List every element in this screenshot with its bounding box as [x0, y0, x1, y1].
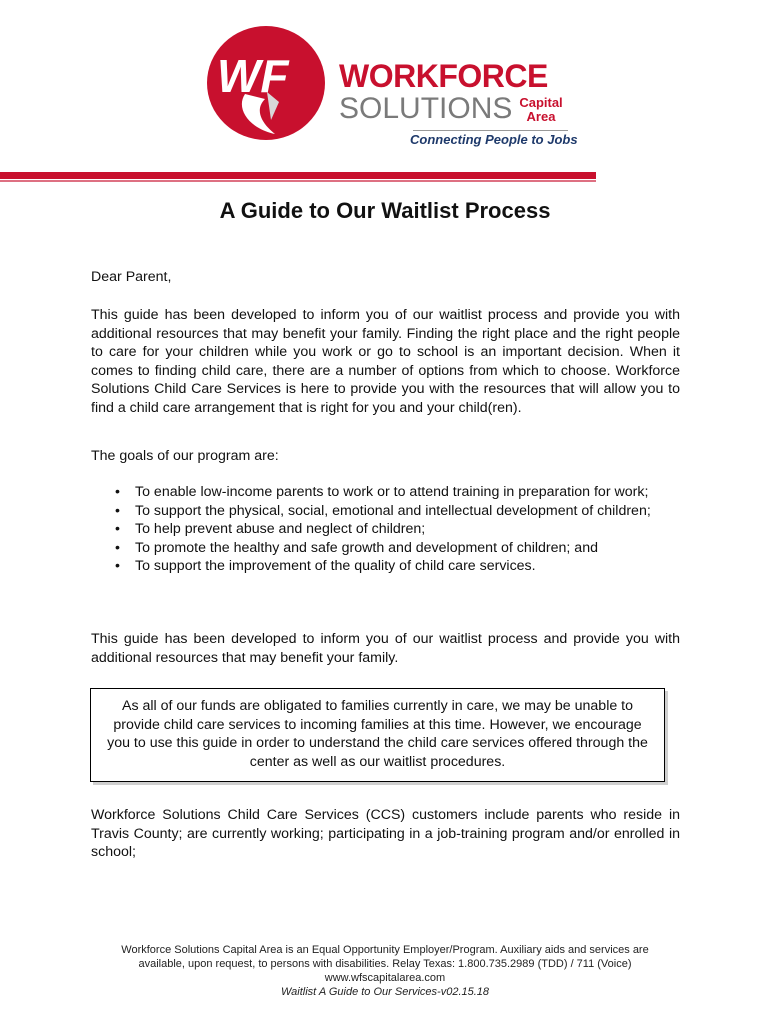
logo-region-line1: Capital	[519, 95, 563, 110]
footer-line1: Workforce Solutions Capital Area is an Equal Opportunity Employer/Program. Auxiliary aids and services are	[121, 944, 649, 956]
workforce-solutions-logo	[205, 24, 578, 147]
logo-divider	[413, 130, 568, 131]
logo-solutions-text: SOLUTIONS	[339, 92, 513, 125]
list-item: • To support the improvement of the quality of child care services.	[113, 557, 680, 576]
ccs-paragraph: Workforce Solutions Child Care Services (CCS) customers include parents who reside in Travis County; are currently working; participating in a job-training program and/or enrolled in school;	[91, 807, 680, 860]
footer	[100, 943, 670, 999]
guide-paragraph: This guide has been developed to inform you of our waitlist process and provide you with additional resources that may benefit your family.	[91, 631, 680, 666]
logo-workforce-text: WORKFORCE	[339, 58, 548, 94]
goals-list	[113, 483, 680, 576]
document-title: A Guide to Our Waitlist Process	[219, 198, 551, 223]
footer-website: www.wfscapitalarea.com	[324, 972, 446, 984]
footer-version: Waitlist A Guide to Our Services-v02.15.18	[280, 986, 490, 998]
list-item: • To help prevent abuse and neglect of children;	[113, 520, 680, 539]
header-rule-shadow	[0, 180, 596, 182]
footer-line2: available, upon request, to persons with disabilities. Relay Texas: 1.800.735.2989 (TDD) / 711 (Voice)	[138, 958, 632, 970]
list-item: • To support the physical, social, emotional and intellectual development of children;	[113, 502, 680, 521]
wf-mark-text: WF	[217, 50, 289, 102]
notice-box: As all of our funds are obligated to families currently in care, we may be unable to provide child care services to incoming families at this time. However, we encourage you to use this guide in order to understand the child care services offered through the center as well as our waitlist procedures.	[90, 688, 665, 782]
list-item: • To promote the healthy and safe growth and development of children; and	[113, 539, 680, 558]
logo-region-line2: Area	[526, 109, 556, 124]
list-item: • To enable low-income parents to work or to attend training in preparation for work;	[113, 483, 680, 502]
goals-label: The goals of our program are:	[91, 448, 279, 464]
intro-paragraph: This guide has been developed to inform you of our waitlist process and provide you with additional resources that may benefit your family. Finding the right place and the right people to care for your children while you work or go to school is an important decision. When it comes to finding child care, there are a number of options from which to choose. Workforce Solutions Child Care Services is here to provide you with the resources that will allow you to find a child care arrangement that is right for you and your child(ren).	[91, 307, 680, 416]
logo-region	[513, 96, 569, 124]
header-rule	[0, 172, 596, 179]
logo-tagline: Connecting People to Jobs	[410, 132, 578, 147]
salutation: Dear Parent,	[91, 269, 172, 285]
wf-logo-mark-icon	[205, 24, 327, 142]
